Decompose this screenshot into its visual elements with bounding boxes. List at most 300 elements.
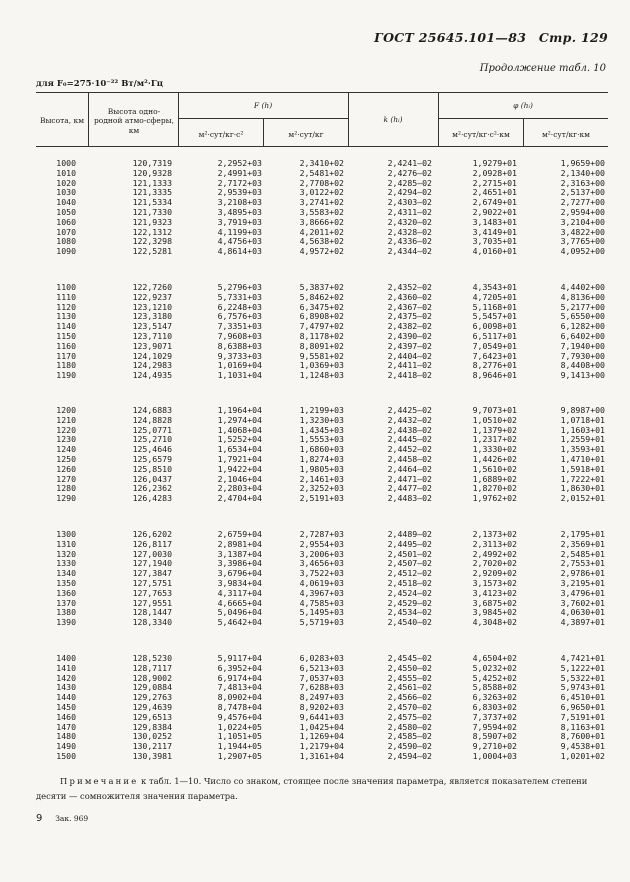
cell-altitude: 1170 <box>56 350 76 361</box>
cell-k-value: 2,4294—02 <box>387 187 432 198</box>
cell-k-value: 2,4418—02 <box>387 370 432 381</box>
cell-homogeneous-altitude: 123,7110 <box>132 331 172 341</box>
table-row <box>0 416 630 425</box>
table-row <box>0 589 630 598</box>
cell-altitude: 1100 <box>56 282 76 292</box>
note-label: Примечание <box>60 776 139 786</box>
cell-phi-value: 5,4252+02 <box>472 672 517 683</box>
table-row <box>0 169 630 178</box>
cell-k-value: 2,4464—02 <box>387 463 432 474</box>
cell-k-value: 2,4425—02 <box>387 405 432 415</box>
cell-f-value-kg: 1,1248+03 <box>299 370 344 381</box>
cell-f-value-kg: 2,7287+03 <box>299 529 344 539</box>
cell-altitude: 1210 <box>56 414 76 425</box>
table-continuation-label: Продолжение табл. 10 <box>479 63 606 74</box>
cell-f-value-kg: 6,3475+02 <box>299 301 344 312</box>
cell-phi-value: 5,8588+02 <box>472 682 517 693</box>
cell-f-value-kg: 3,2006+03 <box>299 548 344 559</box>
cell-f-value-kg: 1,6860+03 <box>299 444 344 455</box>
cell-altitude: 1230 <box>56 434 76 445</box>
table-row <box>0 159 630 168</box>
cell-phi-value: 2,2715+01 <box>472 177 517 188</box>
cell-homogeneous-altitude: 124,8828 <box>132 414 172 425</box>
cell-homogeneous-altitude: 122,5281 <box>132 246 172 257</box>
cell-f-value: 3,9834+04 <box>217 578 262 588</box>
cell-phi-value-kg: 1,2559+01 <box>560 434 605 445</box>
cell-f-value: 4,3117+04 <box>217 587 262 598</box>
cell-f-value: 4,1199+03 <box>217 226 262 237</box>
cell-f-value-kg: 2,5481+02 <box>299 167 344 178</box>
cell-phi-value-kg: 2,7553+01 <box>560 558 605 569</box>
table-row <box>0 465 630 474</box>
cell-altitude: 1320 <box>56 548 76 559</box>
cell-phi-value: 1,6889+02 <box>472 473 517 484</box>
table-row <box>0 218 630 227</box>
cell-phi-value-kg: 1,1603+01 <box>560 424 605 435</box>
cell-phi-value-kg: 8,7600+01 <box>560 731 605 742</box>
cell-f-value-kg: 1,3161+04 <box>299 751 344 761</box>
cell-phi-value: 6,3263+02 <box>472 692 517 703</box>
cell-phi-value-kg: 1,5918+01 <box>560 463 605 474</box>
table-row <box>0 247 630 256</box>
cell-altitude: 1430 <box>56 682 76 693</box>
cell-f-value: 8,0902+04 <box>217 692 262 703</box>
cell-phi-value-kg: 3,7602+01 <box>560 597 605 608</box>
cell-phi-value: 2,9209+02 <box>472 568 517 579</box>
cell-f-value-kg: 7,6288+03 <box>299 682 344 693</box>
cell-altitude: 1390 <box>56 617 76 628</box>
cell-f-value: 8,7478+04 <box>217 702 262 712</box>
cell-k-value: 2,4458—02 <box>387 454 432 464</box>
cell-f-value-kg: 1,2179+04 <box>299 741 344 752</box>
cell-homogeneous-altitude: 129,8384 <box>132 721 172 732</box>
table-row <box>0 683 630 692</box>
cell-k-value: 2,4352—02 <box>387 282 432 292</box>
cell-phi-value: 4,3543+01 <box>472 282 517 292</box>
cell-phi-value: 5,1168+01 <box>472 301 517 312</box>
cell-f-value-kg: 3,7522+03 <box>299 568 344 579</box>
cell-homogeneous-altitude: 128,3340 <box>132 617 172 628</box>
cell-k-value: 2,4545—02 <box>387 653 432 663</box>
cell-phi-value-kg: 1,4710+01 <box>560 454 605 464</box>
cell-homogeneous-altitude: 122,7260 <box>132 282 172 292</box>
cell-homogeneous-altitude: 129,6513 <box>132 711 172 722</box>
cell-phi-value-kg: 4,4402+00 <box>560 282 605 292</box>
cell-f-value-kg: 4,2011+02 <box>299 226 344 237</box>
cell-f-value: 1,5252+04 <box>217 434 262 445</box>
cell-k-value: 2,4518—02 <box>387 578 432 588</box>
cell-altitude: 1370 <box>56 597 76 608</box>
cell-phi-value-kg: 2,0152+01 <box>560 493 605 504</box>
cell-altitude: 1270 <box>56 473 76 484</box>
cell-f-value-kg: 1,8274+03 <box>299 454 344 464</box>
table-row <box>0 664 630 673</box>
cell-phi-value: 4,7205+01 <box>472 291 517 302</box>
cell-f-value: 1,4068+04 <box>217 424 262 435</box>
cell-f-value-kg: 2,5191+03 <box>299 493 344 504</box>
cell-f-value: 2,2952+03 <box>217 158 262 168</box>
cell-phi-value-kg: 5,9743+01 <box>560 682 605 693</box>
cell-k-value: 2,4328—02 <box>387 226 432 237</box>
note-text: к табл. 1—10. Число со знаком, стоящее после значения параметра, является показателем степени десяти — сомножителя значения параметра. <box>36 776 588 801</box>
cell-k-value: 2,4585—02 <box>387 731 432 742</box>
cell-altitude: 1480 <box>56 731 76 742</box>
cell-phi-value-kg: 4,3897+01 <box>560 617 605 628</box>
cell-f-value: 2,7172+03 <box>217 177 262 188</box>
running-head <box>366 30 608 45</box>
cell-phi-value: 6,8303+02 <box>472 702 517 712</box>
table-row <box>0 322 630 331</box>
cell-f-value: 5,2796+03 <box>217 282 262 292</box>
cell-phi-value: 7,3737+02 <box>472 711 517 722</box>
cell-altitude: 1410 <box>56 662 76 673</box>
cell-phi-value-kg: 1,0718+01 <box>560 414 605 425</box>
cell-phi-value-kg: 7,1940+00 <box>560 340 605 351</box>
cell-altitude: 1220 <box>56 424 76 435</box>
cell-k-value: 2,4336—02 <box>387 236 432 247</box>
cell-k-value: 2,4390—02 <box>387 331 432 341</box>
cell-phi-value: 3,1483+01 <box>472 216 517 227</box>
cell-homogeneous-altitude: 128,5230 <box>132 653 172 663</box>
cell-f-value-kg: 4,9572+02 <box>299 246 344 257</box>
cell-altitude: 1080 <box>56 236 76 247</box>
cell-phi-value-kg: 1,7222+01 <box>560 473 605 484</box>
cell-altitude: 1140 <box>56 321 76 332</box>
cell-k-value: 2,4594—02 <box>387 751 432 761</box>
column-header-f: F (h) <box>253 101 273 110</box>
cell-phi-value-kg: 3,2195+01 <box>560 578 605 588</box>
cell-homogeneous-altitude: 122,3298 <box>132 236 172 247</box>
cell-k-value: 2,4471—02 <box>387 473 432 484</box>
standard-number: ГОСТ 25645.101—83 <box>374 30 527 45</box>
cell-f-value-kg: 5,1495+03 <box>299 607 344 618</box>
table-row <box>0 713 630 722</box>
cell-k-value: 2,4566—02 <box>387 692 432 703</box>
cell-k-value: 2,4534—02 <box>387 607 432 618</box>
cell-homogeneous-altitude: 127,0030 <box>132 548 172 559</box>
cell-homogeneous-altitude: 128,9002 <box>132 672 172 683</box>
table-row <box>0 703 630 712</box>
table-row <box>0 455 630 464</box>
cell-homogeneous-altitude: 125,4646 <box>132 444 172 455</box>
table-row <box>0 435 630 444</box>
cell-phi-value-kg: 2,5485+01 <box>560 548 605 559</box>
cell-phi-value-kg: 2,5137+00 <box>560 187 605 198</box>
column-header-phi-unit-1: м²·сут/кг·с²·км <box>452 130 510 139</box>
cell-f-value: 2,1046+04 <box>217 473 262 484</box>
table-row <box>0 654 630 663</box>
cell-phi-value: 4,6504+02 <box>472 653 517 663</box>
table-row <box>0 599 630 608</box>
cell-k-value: 2,4555—02 <box>387 672 432 683</box>
cell-f-value-kg: 4,5638+02 <box>299 236 344 247</box>
cell-k-value: 2,4285—02 <box>387 177 432 188</box>
cell-f-value: 4,8614+03 <box>217 246 262 257</box>
cell-homogeneous-altitude: 127,9551 <box>132 597 172 608</box>
cell-phi-value-kg: 2,3163+00 <box>560 177 605 188</box>
cell-homogeneous-altitude: 120,7319 <box>132 158 172 168</box>
cell-f-value: 7,4813+04 <box>217 682 262 693</box>
cell-f-value: 1,0224+05 <box>217 721 262 732</box>
cell-phi-value-kg: 8,1163+01 <box>560 721 605 732</box>
cell-f-value-kg: 8,8091+02 <box>299 340 344 351</box>
cell-altitude: 1360 <box>56 587 76 598</box>
cell-f-value: 2,6759+04 <box>217 529 262 539</box>
cell-homogeneous-altitude: 126,0437 <box>132 473 172 484</box>
cell-homogeneous-altitude: 121,5334 <box>132 197 172 208</box>
table-row <box>0 618 630 627</box>
cell-k-value: 2,4241—02 <box>387 158 432 168</box>
header-bottom-rule <box>36 146 608 147</box>
cell-f-value-kg: 7,0537+03 <box>299 672 344 683</box>
column-header-k: k (hᵢ) <box>383 115 403 124</box>
table-row <box>0 188 630 197</box>
cell-phi-value: 5,0232+02 <box>472 662 517 673</box>
cell-altitude: 1250 <box>56 454 76 464</box>
cell-f-value: 6,9174+04 <box>217 672 262 683</box>
cell-phi-value: 9,2710+02 <box>472 741 517 752</box>
cell-f-value-kg: 6,8908+02 <box>299 311 344 322</box>
cell-k-value: 2,4524—02 <box>387 587 432 598</box>
cell-altitude: 1350 <box>56 578 76 588</box>
cell-f-value-kg: 1,3230+03 <box>299 414 344 425</box>
cell-homogeneous-altitude: 123,9071 <box>132 340 172 351</box>
cell-f-value: 1,1051+05 <box>217 731 262 742</box>
cell-f-value: 6,2248+03 <box>217 301 262 312</box>
cell-phi-value: 2,4651+01 <box>472 187 517 198</box>
cell-k-value: 2,4445—02 <box>387 434 432 445</box>
cell-phi-value-kg: 5,2177+00 <box>560 301 605 312</box>
table-row <box>0 559 630 568</box>
cell-f-value-kg: 8,9202+03 <box>299 702 344 712</box>
cell-f-value: 1,2907+05 <box>217 751 262 761</box>
cell-f-value: 3,2108+03 <box>217 197 262 208</box>
cell-f-value-kg: 3,4656+03 <box>299 558 344 569</box>
cell-phi-value: 1,1379+02 <box>472 424 517 435</box>
cell-altitude: 1300 <box>56 529 76 539</box>
page-number: 9 <box>36 813 43 824</box>
cell-altitude: 1010 <box>56 167 76 178</box>
cell-phi-value: 3,6875+02 <box>472 597 517 608</box>
cell-k-value: 2,4512—02 <box>387 568 432 579</box>
cell-phi-value: 1,0510+02 <box>472 414 517 425</box>
table-row <box>0 426 630 435</box>
cell-phi-value: 5,5457+01 <box>472 311 517 322</box>
cell-altitude: 1090 <box>56 246 76 257</box>
cell-homogeneous-altitude: 130,3981 <box>132 751 172 761</box>
cell-f-value: 2,8981+04 <box>217 538 262 549</box>
cell-phi-value-kg: 2,1340+00 <box>560 167 605 178</box>
table-row <box>0 312 630 321</box>
cell-phi-value: 2,9022+01 <box>472 207 517 217</box>
cell-f-value-kg: 9,5581+02 <box>299 350 344 361</box>
cell-f-value: 2,2803+04 <box>217 483 262 494</box>
cell-k-value: 2,4438—02 <box>387 424 432 435</box>
cell-f-value-kg: 4,0619+03 <box>299 578 344 588</box>
cell-phi-value-kg: 1,0201+02 <box>560 751 605 761</box>
cell-k-value: 2,4477—02 <box>387 483 432 494</box>
cell-altitude: 1340 <box>56 568 76 579</box>
cell-homogeneous-altitude: 125,8510 <box>132 463 172 474</box>
cell-k-value: 2,4344—02 <box>387 246 432 257</box>
cell-altitude: 1260 <box>56 463 76 474</box>
cell-k-value: 2,4575—02 <box>387 711 432 722</box>
table-row <box>0 371 630 380</box>
cell-phi-value: 3,4123+02 <box>472 587 517 598</box>
cell-altitude: 1060 <box>56 216 76 227</box>
cell-k-value: 2,4320—02 <box>387 216 432 227</box>
cell-homogeneous-altitude: 121,9323 <box>132 216 172 227</box>
table-row <box>0 742 630 751</box>
cell-altitude: 1500 <box>56 751 76 761</box>
cell-altitude: 1240 <box>56 444 76 455</box>
cell-phi-value-kg: 4,0630+01 <box>560 607 605 618</box>
cell-phi-value: 2,3113+02 <box>472 538 517 549</box>
cell-f-value: 3,7919+03 <box>217 216 262 227</box>
cell-altitude: 1280 <box>56 483 76 494</box>
table-row <box>0 332 630 341</box>
cell-homogeneous-altitude: 124,2983 <box>132 360 172 371</box>
table-row <box>0 484 630 493</box>
cell-k-value: 2,4580—02 <box>387 721 432 732</box>
cell-altitude: 1070 <box>56 226 76 237</box>
cell-f-value: 1,1944+05 <box>217 741 262 752</box>
cell-altitude: 1040 <box>56 197 76 208</box>
cell-f-value: 1,1964+04 <box>217 405 262 415</box>
cell-f-value-kg: 8,2497+03 <box>299 692 344 703</box>
cell-phi-value: 4,3048+02 <box>472 617 517 628</box>
cell-phi-value-kg: 7,7930+00 <box>560 350 605 361</box>
cell-phi-value-kg: 6,4510+01 <box>560 692 605 703</box>
cell-k-value: 2,4311—02 <box>387 207 432 217</box>
cell-phi-value: 7,6423+01 <box>472 350 517 361</box>
cell-f-value: 9,4576+04 <box>217 711 262 722</box>
cell-f-value-kg: 1,9805+03 <box>299 463 344 474</box>
cell-phi-value-kg: 9,1413+00 <box>560 370 605 381</box>
cell-f-value: 4,4756+03 <box>217 236 262 247</box>
cell-f-value: 6,3952+04 <box>217 662 262 673</box>
cell-phi-value-kg: 6,1282+00 <box>560 321 605 332</box>
cell-homogeneous-altitude: 127,3847 <box>132 568 172 579</box>
cell-altitude: 1330 <box>56 558 76 569</box>
cell-phi-value: 1,8270+02 <box>472 483 517 494</box>
cell-altitude: 1470 <box>56 721 76 732</box>
cell-phi-value: 9,7073+01 <box>472 405 517 415</box>
cell-phi-value: 7,0549+01 <box>472 340 517 351</box>
cell-altitude: 1490 <box>56 741 76 752</box>
cell-f-value-kg: 1,1269+04 <box>299 731 344 742</box>
cell-phi-value: 1,3330+02 <box>472 444 517 455</box>
header-divider-1 <box>88 92 89 146</box>
cell-f-value-kg: 1,0425+04 <box>299 721 344 732</box>
cell-phi-value-kg: 2,3569+01 <box>560 538 605 549</box>
table-row <box>0 352 630 361</box>
cell-altitude: 1180 <box>56 360 76 371</box>
cell-homogeneous-altitude: 123,1210 <box>132 301 172 312</box>
cell-homogeneous-altitude: 129,4639 <box>132 702 172 712</box>
cell-phi-value-kg: 8,4408+00 <box>560 360 605 371</box>
cell-homogeneous-altitude: 124,6883 <box>132 405 172 415</box>
cell-f-value: 8,6388+03 <box>217 340 262 351</box>
cell-f-value: 2,9539+03 <box>217 187 262 198</box>
cell-altitude: 1450 <box>56 702 76 712</box>
table-row <box>0 179 630 188</box>
cell-homogeneous-altitude: 125,2710 <box>132 434 172 445</box>
cell-phi-value: 6,0098+01 <box>472 321 517 332</box>
cell-f-value: 2,4991+03 <box>217 167 262 178</box>
cell-f-value: 6,7576+03 <box>217 311 262 322</box>
cell-altitude: 1310 <box>56 538 76 549</box>
cell-f-value: 3,3986+04 <box>217 558 262 569</box>
table-row <box>0 475 630 484</box>
table-row <box>0 530 630 539</box>
table-row <box>0 608 630 617</box>
cell-altitude: 1110 <box>56 291 76 302</box>
cell-f-value: 9,3733+03 <box>217 350 262 361</box>
cell-f-value-kg: 3,2741+02 <box>299 197 344 208</box>
cell-k-value: 2,4360—02 <box>387 291 432 302</box>
cell-f-value-kg: 1,2199+03 <box>299 405 344 415</box>
cell-k-value: 2,4303—02 <box>387 197 432 208</box>
cell-f-value-kg: 7,4797+02 <box>299 321 344 332</box>
cell-homogeneous-altitude: 128,1447 <box>132 607 172 618</box>
cell-f-value-kg: 2,9554+03 <box>299 538 344 549</box>
page-label: Стр. 129 <box>538 30 608 45</box>
cell-f-value-kg: 4,3967+03 <box>299 587 344 598</box>
cell-k-value: 2,4550—02 <box>387 662 432 673</box>
cell-homogeneous-altitude: 121,1333 <box>132 177 172 188</box>
cell-f-value-kg: 5,8462+02 <box>299 291 344 302</box>
cell-k-value: 2,4483—02 <box>387 493 432 504</box>
cell-f-value: 5,4642+04 <box>217 617 262 628</box>
cell-phi-value-kg: 5,5322+01 <box>560 672 605 683</box>
cell-phi-value-kg: 2,9786+01 <box>560 568 605 579</box>
cell-altitude: 1190 <box>56 370 76 381</box>
cell-altitude: 1290 <box>56 493 76 504</box>
table-row <box>0 406 630 415</box>
column-header-altitude: Высота, км <box>39 116 85 125</box>
table-row <box>0 361 630 370</box>
cell-f-value: 2,4704+04 <box>217 493 262 504</box>
cell-f-value-kg: 5,5719+03 <box>299 617 344 628</box>
cell-f-value: 5,0496+04 <box>217 607 262 618</box>
cell-homogeneous-altitude: 130,2117 <box>132 741 172 752</box>
cell-f-value: 5,7331+03 <box>217 291 262 302</box>
cell-f-value-kg: 6,0283+03 <box>299 653 344 663</box>
cell-phi-value-kg: 2,1795+01 <box>560 529 605 539</box>
cell-f-value-kg: 1,0369+03 <box>299 360 344 371</box>
cell-k-value: 2,4375—02 <box>387 311 432 322</box>
cell-homogeneous-altitude: 127,5751 <box>132 578 172 588</box>
table-row <box>0 198 630 207</box>
table-row <box>0 732 630 741</box>
table-top-rule <box>36 92 608 93</box>
cell-k-value: 2,4507—02 <box>387 558 432 569</box>
cell-homogeneous-altitude: 121,3335 <box>132 187 172 198</box>
cell-k-value: 2,4540—02 <box>387 617 432 628</box>
cell-phi-value-kg: 3,2104+00 <box>560 216 605 227</box>
cell-phi-value-kg: 6,9650+01 <box>560 702 605 712</box>
cell-phi-value-kg: 2,9594+00 <box>560 207 605 217</box>
cell-altitude: 1440 <box>56 692 76 703</box>
cell-f-value-kg: 5,3837+02 <box>299 282 344 292</box>
cell-k-value: 2,4397—02 <box>387 340 432 351</box>
table-condition: для F₀=275·10⁻²² Вт/м²·Гц <box>36 79 163 89</box>
cell-k-value: 2,4489—02 <box>387 529 432 539</box>
cell-f-value: 3,1387+04 <box>217 548 262 559</box>
cell-altitude: 1460 <box>56 711 76 722</box>
cell-phi-value-kg: 3,4822+00 <box>560 226 605 237</box>
